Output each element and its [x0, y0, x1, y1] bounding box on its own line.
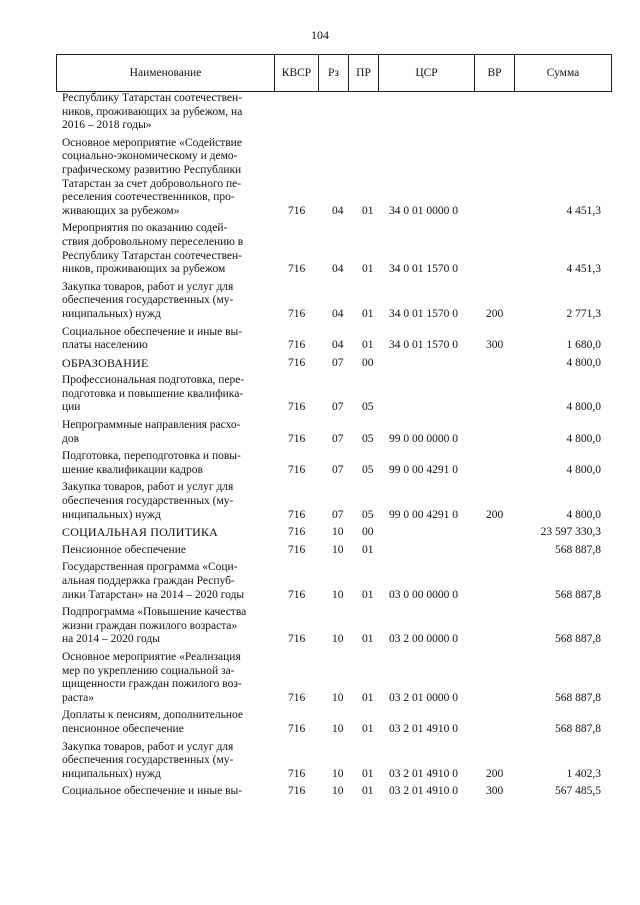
row-rz: 07 [332, 508, 344, 521]
row-sum: 2 771,3 [566, 307, 601, 320]
table-row [56, 281, 611, 322]
row-kvsr: 716 [288, 767, 306, 780]
row-csr: 03 2 01 4910 0 [389, 785, 458, 798]
row-name: Мероприятия по оказанию содей- ствия добровольному переселению в Республику Татарстан соотечествен- ников, проживающих за рубежом [62, 222, 244, 276]
row-csr: 99 0 00 4291 0 [389, 508, 458, 521]
row-kvsr: 716 [288, 339, 306, 352]
header-sum: Сумма [515, 55, 612, 92]
row-name: Доплаты к пенсиям, дополнительное пенсионное обеспечение [62, 709, 244, 735]
row-name: Пенсионное обеспечение [62, 543, 186, 556]
row-name: Социальное обеспечение и иные вы- платы населению [62, 325, 243, 352]
row-name: СОЦИАЛЬНАЯ ПОЛИТИКА [62, 525, 219, 540]
row-name: Закупка товаров, работ и услуг для обеспечения государственных (му- ниципальных) нужд [62, 481, 234, 521]
row-kvsr: 716 [288, 432, 306, 445]
row-sum: 1 680,0 [566, 339, 601, 352]
row-csr: 03 2 01 0000 0 [389, 691, 458, 704]
row-vr: 300 [486, 785, 504, 798]
header-pr: ПР [349, 55, 379, 92]
row-sum: 4 800,0 [566, 401, 601, 414]
row-csr: 03 0 00 0000 0 [389, 588, 458, 601]
table-row [56, 709, 611, 736]
table-row [56, 561, 611, 602]
row-rz: 07 [332, 356, 344, 369]
table-row [56, 419, 611, 446]
table-row [56, 651, 611, 705]
row-pr: 01 [362, 307, 374, 320]
row-pr: 05 [362, 432, 374, 445]
row-rz: 10 [332, 543, 344, 556]
table-row [56, 544, 611, 558]
table-row [56, 741, 611, 782]
row-rz: 07 [332, 463, 344, 476]
row-rz: 10 [332, 633, 344, 646]
row-name: Закупка товаров, работ и услуг для обеспечения государственных (му- ниципальных) нужд [62, 280, 234, 320]
header-vr: ВР [475, 55, 515, 92]
row-rz: 07 [332, 401, 344, 414]
table-header [56, 54, 612, 92]
table-body [56, 92, 611, 803]
row-rz: 04 [332, 263, 344, 276]
table-row [56, 137, 611, 219]
table-row [56, 357, 611, 371]
row-pr: 01 [362, 767, 374, 780]
row-csr: 34 0 01 1570 0 [389, 263, 458, 276]
row-name: Подпрограмма «Повышение качества жизни граждан пожилого возраста» на 2014 – 2020 годы [62, 606, 247, 646]
row-sum: 1 402,3 [566, 767, 601, 780]
row-sum: 23 597 330,3 [540, 526, 601, 539]
row-name: Подготовка, переподготовка и повы- шение квалификации кадров [62, 450, 241, 476]
row-csr: 03 2 01 4910 0 [389, 767, 458, 780]
row-kvsr: 716 [288, 508, 306, 521]
row-vr: 300 [486, 339, 504, 352]
row-pr: 01 [362, 204, 374, 217]
row-sum: 568 887,8 [555, 543, 601, 556]
row-name: Непрограммные направления расхо- дов [62, 419, 241, 445]
row-kvsr: 716 [288, 463, 306, 476]
row-vr: 200 [486, 767, 504, 780]
row-rz: 04 [332, 339, 344, 352]
row-kvsr: 716 [288, 307, 306, 320]
row-pr: 01 [362, 339, 374, 352]
row-sum: 4 800,0 [566, 356, 601, 369]
row-csr: 03 2 00 0000 0 [389, 633, 458, 646]
row-rz: 10 [332, 767, 344, 780]
header-kvsr: КВСР [275, 55, 319, 92]
row-rz: 04 [332, 307, 344, 320]
row-sum: 568 887,8 [555, 722, 601, 735]
row-name: Закупка товаров, работ и услуг для обеспечения государственных (му- ниципальных) нужд [62, 740, 234, 780]
row-csr: 03 2 01 4910 0 [389, 722, 458, 735]
row-csr: 34 0 01 1570 0 [389, 339, 458, 352]
row-rz: 10 [332, 785, 344, 798]
row-csr: 99 0 00 4291 0 [389, 463, 458, 476]
table-row [56, 526, 611, 540]
row-sum: 568 887,8 [555, 588, 601, 601]
row-csr: 34 0 01 0000 0 [389, 204, 458, 217]
table-row [56, 92, 611, 133]
row-kvsr: 716 [288, 356, 306, 369]
row-vr: 200 [486, 508, 504, 521]
row-kvsr: 716 [288, 588, 306, 601]
row-pr: 00 [362, 526, 374, 539]
row-rz: 10 [332, 722, 344, 735]
header-rz: Рз [319, 55, 349, 92]
header-csr: ЦСР [379, 55, 475, 92]
row-name: ОБРАЗОВАНИЕ [62, 355, 149, 370]
row-rz: 04 [332, 204, 344, 217]
row-sum: 567 485,5 [555, 785, 601, 798]
row-kvsr: 716 [288, 633, 306, 646]
row-kvsr: 716 [288, 785, 306, 798]
row-pr: 01 [362, 543, 374, 556]
row-csr: 34 0 01 1570 0 [389, 307, 458, 320]
row-rz: 07 [332, 432, 344, 445]
row-rz: 10 [332, 691, 344, 704]
page-number: 104 [311, 28, 329, 42]
row-pr: 01 [362, 691, 374, 704]
row-sum: 4 800,0 [566, 508, 601, 521]
row-name: Основное мероприятие «Реализация мер по укреплению социальной за- щищенности граждан пожилого воз- раста» [62, 650, 242, 704]
row-pr: 00 [362, 356, 374, 369]
row-kvsr: 716 [288, 263, 306, 276]
table-row [56, 326, 611, 353]
row-name: Социальное обеспечение и иные вы- [62, 785, 243, 798]
row-sum: 568 887,8 [555, 633, 601, 646]
table-row [56, 374, 611, 415]
row-kvsr: 716 [288, 204, 306, 217]
row-rz: 10 [332, 526, 344, 539]
row-pr: 01 [362, 722, 374, 735]
row-kvsr: 716 [288, 722, 306, 735]
table-row [56, 481, 611, 522]
row-pr: 05 [362, 508, 374, 521]
row-name: Профессиональная подготовка, пере- подготовка и повышение квалифика- ции [62, 374, 245, 414]
row-vr: 200 [486, 307, 504, 320]
table-row [56, 785, 611, 799]
table-row [56, 222, 611, 276]
row-pr: 05 [362, 401, 374, 414]
row-sum: 4 451,3 [566, 263, 601, 276]
row-kvsr: 716 [288, 691, 306, 704]
row-kvsr: 716 [288, 401, 306, 414]
table-row [56, 450, 611, 477]
row-rz: 10 [332, 588, 344, 601]
row-sum: 4 800,0 [566, 432, 601, 445]
row-pr: 01 [362, 588, 374, 601]
row-kvsr: 716 [288, 543, 306, 556]
header-name: Наименование [57, 55, 275, 92]
row-kvsr: 716 [288, 526, 306, 539]
row-name: Государственная программа «Соци- альная поддержка граждан Респуб- лики Татарстан» на 2014 – 2020 годы [62, 561, 245, 601]
row-pr: 01 [362, 263, 374, 276]
row-pr: 01 [362, 785, 374, 798]
row-name: Основное мероприятие «Содействие социально-экономическому и демо- графическому развитию Республики Татарстан за счет добровольного пе- реселения соотечественников, про- живающих за рубежом» [62, 136, 242, 217]
row-sum: 4 800,0 [566, 463, 601, 476]
row-sum: 568 887,8 [555, 691, 601, 704]
row-sum: 4 451,3 [566, 204, 601, 217]
table-row [56, 606, 611, 647]
row-pr: 05 [362, 463, 374, 476]
row-csr: 99 0 00 0000 0 [389, 432, 458, 445]
row-name: Республику Татарстан соотечествен- ников, проживающих за рубежом, на 2016 – 2018 годы» [62, 92, 243, 132]
row-pr: 01 [362, 633, 374, 646]
